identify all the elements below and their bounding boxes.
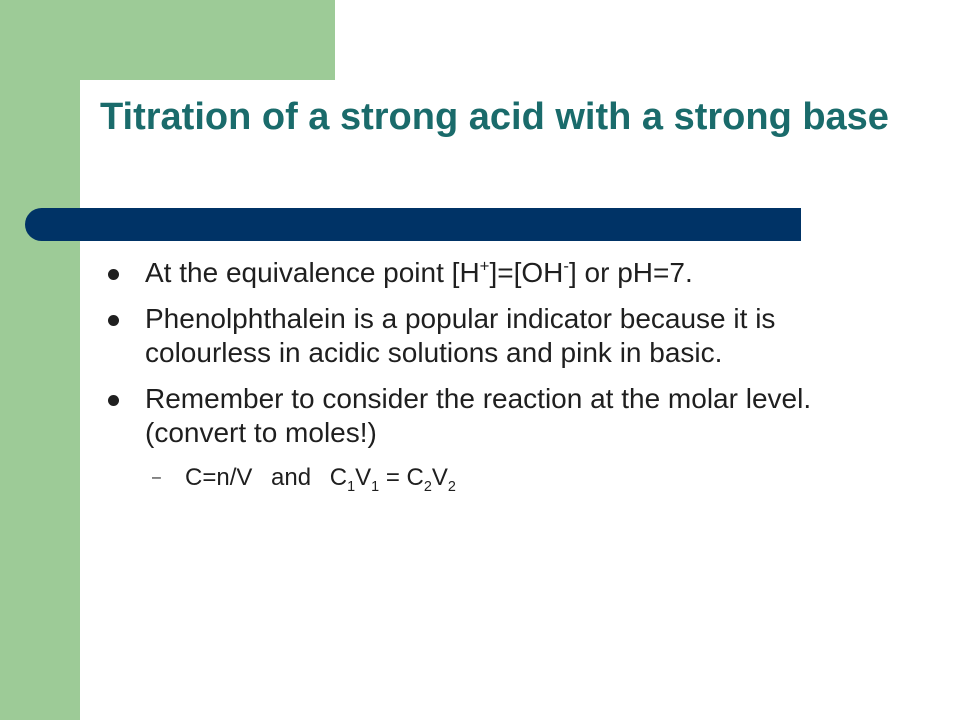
- bullet-text: Phenolphthalein is a popular indicator because it is colourless in acidic solutions and pink in basic.: [145, 303, 776, 368]
- superscript-plus: +: [479, 256, 490, 276]
- bullet-equivalence-point: [108, 256, 908, 290]
- bullet-molar-level: [108, 382, 908, 450]
- formula-concentration: C=n/V: [185, 464, 253, 491]
- formula-connector: and: [271, 464, 312, 491]
- green-side-band: [0, 0, 80, 720]
- sub-bullet-formula: [108, 462, 908, 494]
- bullet-dot-icon: [108, 269, 119, 280]
- dash-icon: –: [152, 469, 161, 486]
- bullet-phenolphthalein: [108, 302, 908, 370]
- slide-title: Titration of a strong acid with a strong base: [100, 96, 889, 138]
- slide-content: [108, 256, 908, 494]
- bullet-text-part: ]=[OH: [489, 257, 564, 288]
- green-top-band: [0, 0, 335, 80]
- formula-dilution: $C_1V_1 = C_2V_2$: [329, 464, 456, 495]
- bullet-text-part: At the equivalence point [H: [145, 257, 480, 288]
- bullet-dot-icon: [108, 315, 119, 326]
- bullet-text: Remember to consider the reaction at the molar level. (convert to moles!): [145, 383, 812, 448]
- superscript-minus: -: [563, 256, 569, 276]
- bullet-text-part: ] or pH=7.: [569, 257, 693, 288]
- bullet-dot-icon: [108, 395, 119, 406]
- title-underline-bar: [25, 208, 801, 241]
- bullet-text: [145, 257, 693, 288]
